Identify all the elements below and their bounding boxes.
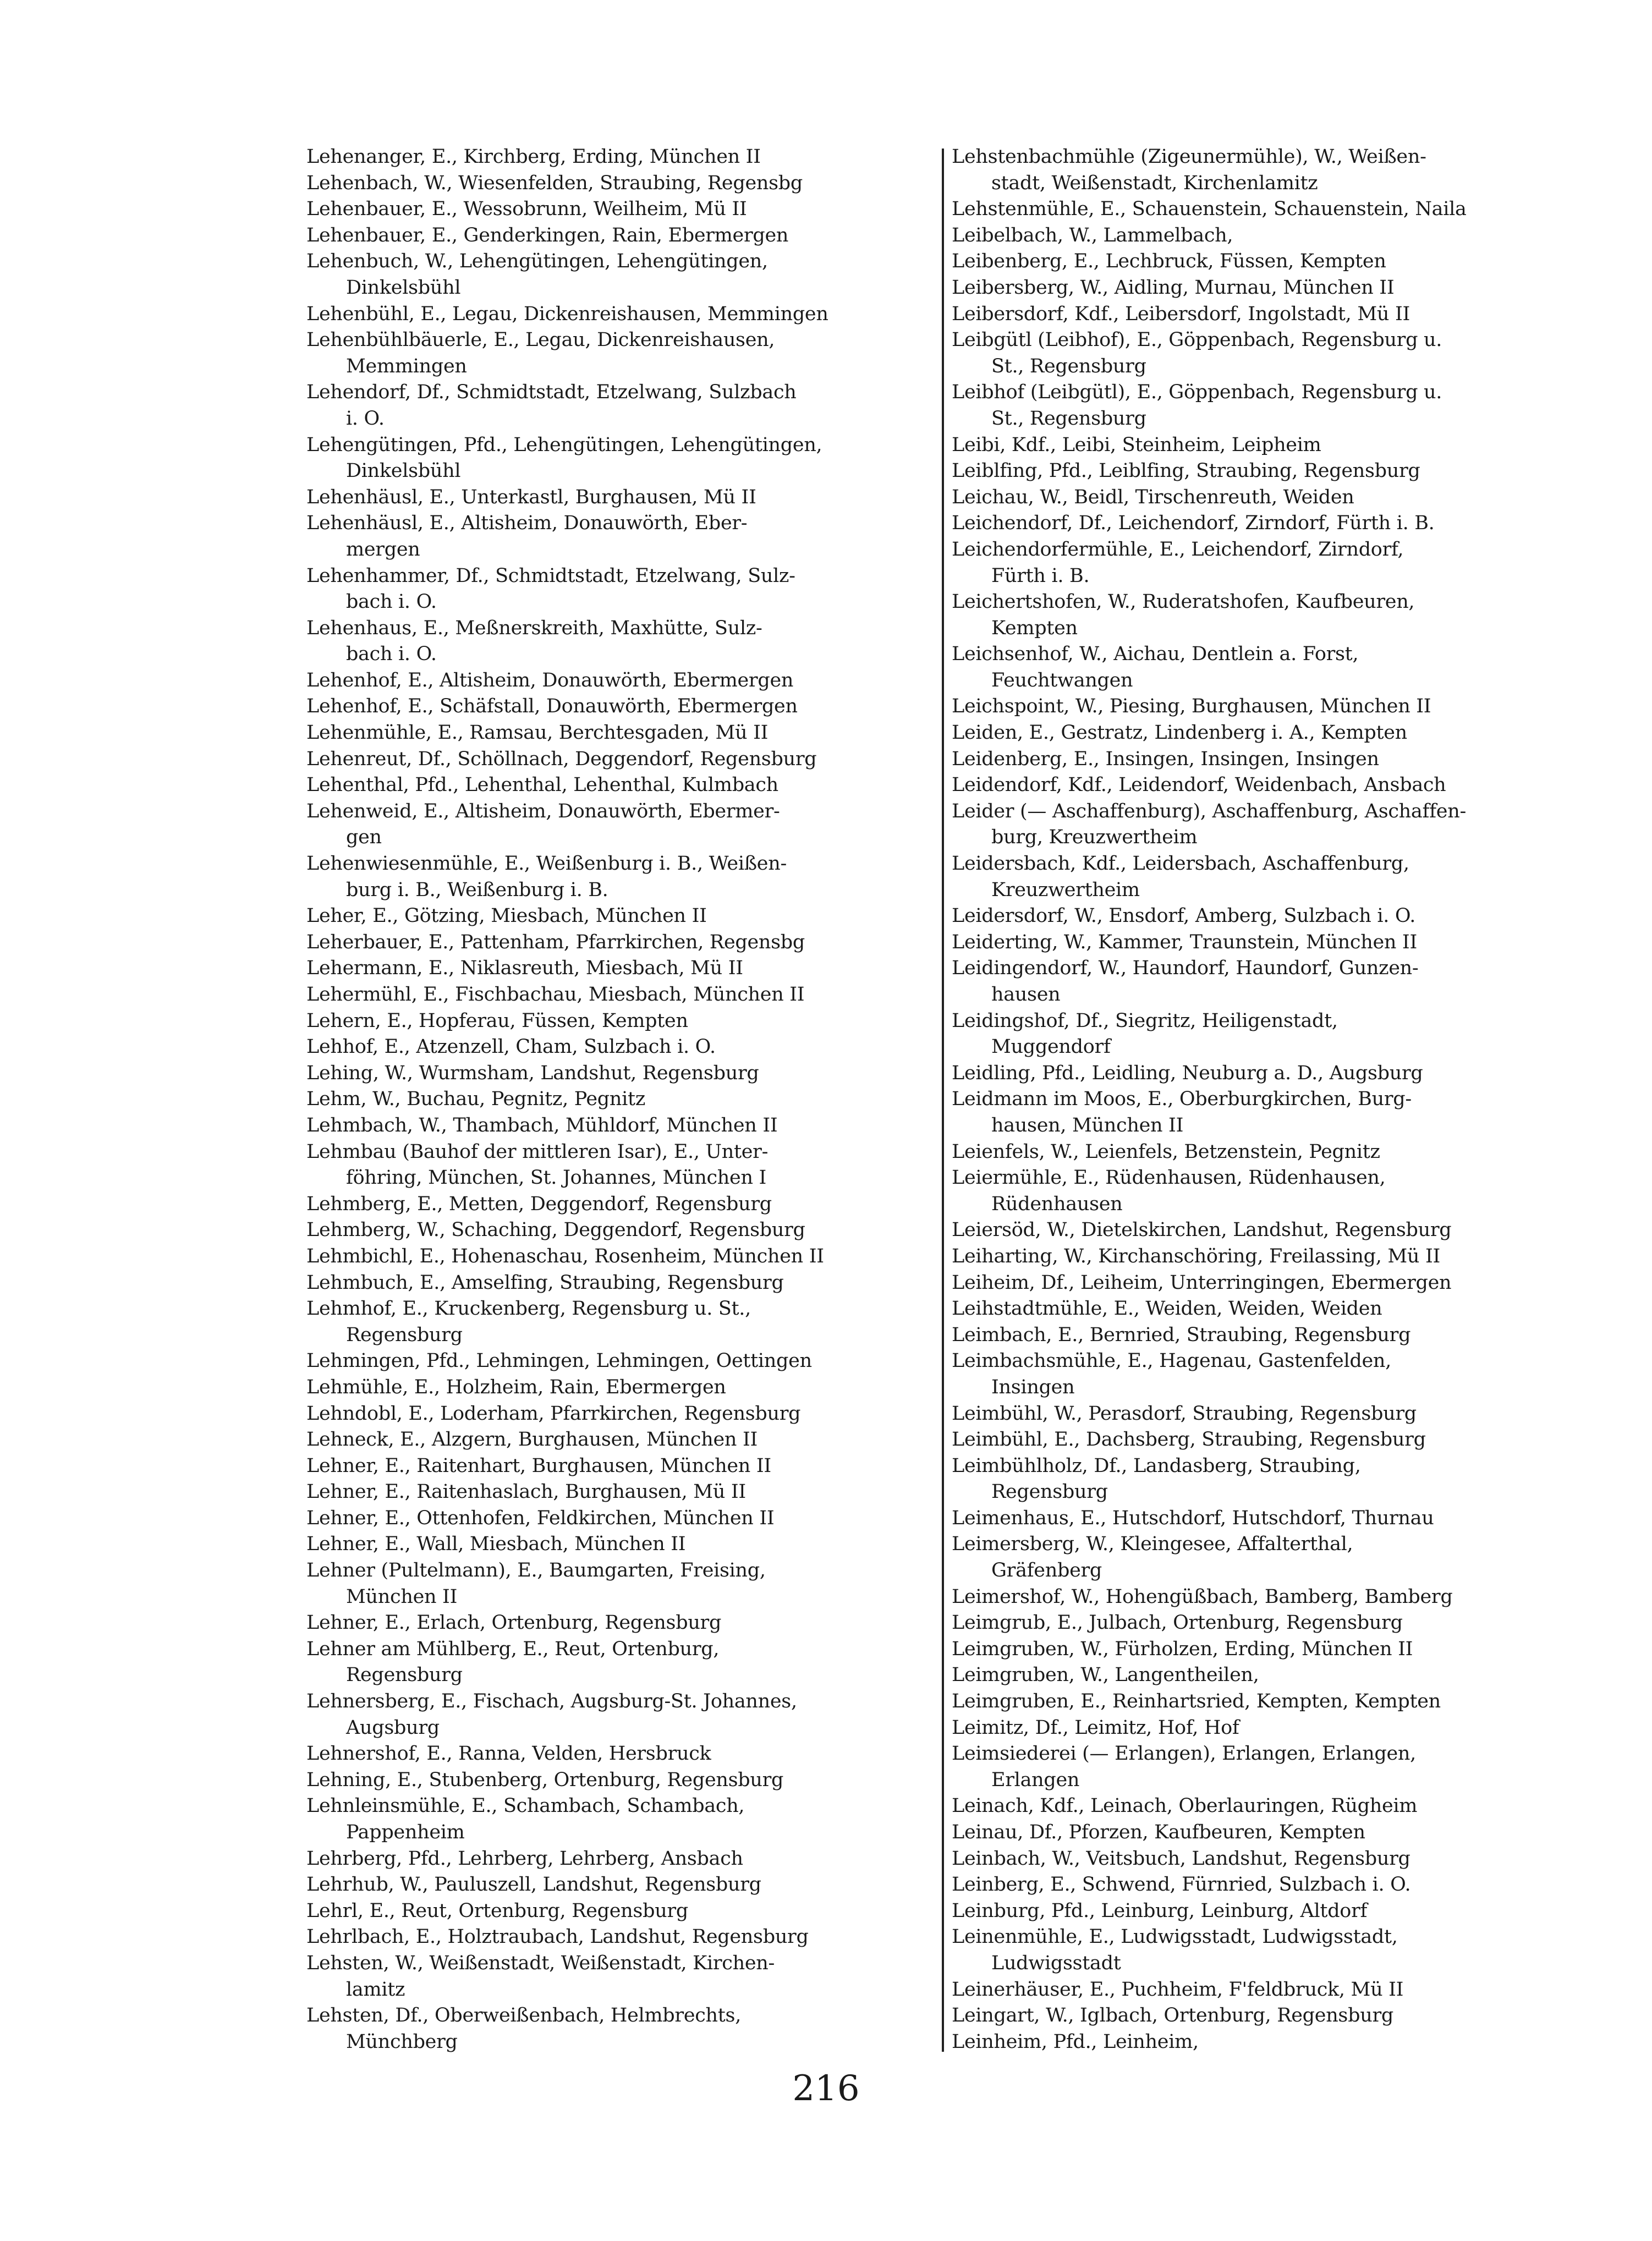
entry-line: Leiersöd, W., Dietelskirchen, Landshut, Regensburg [952, 1219, 1452, 1242]
entry-line: Lehner, E., Erlach, Ortenburg, Regensburg [306, 1612, 722, 1634]
entry-line: Lehengütingen, Pfd., Lehengütingen, Lehengütingen, [306, 433, 822, 456]
entry-continuation-line: Muggendorf [991, 1036, 1111, 1058]
entry-line: Leiharting, W., Kirchanschöring, Freilassing, Mü II [952, 1245, 1441, 1267]
entry-line: Lehmbau (Bauhof der mittleren Isar), E., Unter- [306, 1140, 769, 1163]
gazetteer-entry [952, 1348, 1584, 1400]
gazetteer-entry [952, 2003, 1584, 2029]
entry-line: Leichertshofen, W., Ruderatshofen, Kaufbeuren, [952, 591, 1415, 613]
gazetteer-entry [306, 930, 939, 956]
gazetteer-entry [952, 1270, 1584, 1297]
entry-line: Leiderting, W., Kammer, Traunstein, München II [952, 931, 1417, 953]
entry-line: Lehmbach, W., Thambach, Mühldorf, München II [306, 1114, 778, 1136]
gazetteer-entry [306, 799, 939, 851]
entry-continuation-line: Erlangen [991, 1768, 1080, 1791]
gazetteer-entry [306, 1427, 939, 1453]
entry-line: Lehenbühlbäuerle, E., Legau, Dickenreishausen, [306, 329, 775, 351]
gazetteer-entry [306, 432, 939, 485]
entry-line: Lehneck, E., Alzgern, Burghausen, München II [306, 1429, 758, 1451]
gazetteer-entry [952, 1427, 1584, 1453]
entry-line: Leienfels, W., Leienfels, Betzenstein, Pegnitz [952, 1140, 1380, 1163]
gazetteer-entry [952, 510, 1584, 537]
entry-line: Leidmann im Moos, E., Oberburgkirchen, Burg- [952, 1088, 1412, 1111]
gazetteer-entry [306, 1217, 939, 1244]
gazetteer-entry [306, 223, 939, 249]
right-column [952, 144, 1584, 2055]
entry-line: Lehnershof, E., Ranna, Velden, Hersbruck [306, 1743, 711, 1765]
entry-line: Lehner, E., Wall, Miesbach, München II [306, 1533, 686, 1556]
entry-line: Leinberg, E., Schwend, Fürnried, Sulzbach i. O. [952, 1874, 1411, 1896]
gazetteer-entry [952, 275, 1584, 301]
entry-line: Lehenwiesenmühle, E., Weißenburg i. B., Weißen- [306, 853, 787, 875]
entry-line: Leichsenhof, W., Aichau, Dentlein a. Forst, [952, 643, 1359, 666]
entry-continuation-line: burg i. B., Weißenburg i. B. [346, 878, 608, 901]
entry-continuation-line: Feuchtwangen [991, 669, 1133, 691]
entry-line: Lehsten, W., Weißenstadt, Weißenstadt, Kirchen- [306, 1952, 775, 1974]
entry-line: Leiblfing, Pfd., Leiblfing, Straubing, Regensburg [952, 460, 1420, 482]
gazetteer-entry [952, 537, 1584, 589]
entry-continuation-line: bach i. O. [346, 643, 437, 666]
entry-line: Lehenbach, W., Wiesenfelden, Straubing, Regensbg [306, 172, 803, 194]
gazetteer-entry [306, 1375, 939, 1401]
entry-line: Leichau, W., Beidl, Tirschenreuth, Weiden [952, 486, 1354, 508]
gazetteer-entry [306, 694, 939, 720]
gazetteer-entry [952, 746, 1584, 773]
entry-line: Lehrhub, W., Pauluszell, Landshut, Regensburg [306, 1874, 761, 1896]
gazetteer-entry [306, 171, 939, 197]
gazetteer-entry [306, 1401, 939, 1427]
left-column [306, 144, 939, 2055]
entry-line: Leimgrub, E., Julbach, Ortenburg, Regensburg [952, 1612, 1403, 1634]
entry-continuation-line: Pappenheim [346, 1821, 465, 1843]
entry-line: Leidenberg, E., Insingen, Insingen, Insingen [952, 748, 1379, 770]
gazetteer-entry [306, 510, 939, 563]
entry-continuation-line: Ludwigsstadt [991, 1952, 1121, 1974]
gazetteer-entry [306, 1924, 939, 1951]
gazetteer-entry [306, 720, 939, 746]
entry-continuation-line: i. O. [346, 407, 385, 430]
gazetteer-entry [952, 458, 1584, 485]
entry-line: Leiheim, Df., Leiheim, Unterringingen, Ebermergen [952, 1271, 1452, 1294]
entry-line: Leherbauer, E., Pattenham, Pfarrkirchen, Regensbg [306, 931, 805, 953]
entry-continuation-line: Regensburg [991, 1481, 1108, 1503]
entry-line: Lehnleinsmühle, E., Schambach, Schambach, [306, 1795, 745, 1817]
gazetteer-entry [952, 1846, 1584, 1872]
entry-line: Leimbühl, W., Perasdorf, Straubing, Regensburg [952, 1402, 1417, 1425]
entry-line: Leingart, W., Iglbach, Ortenburg, Regensburg [952, 2004, 1393, 2027]
entry-line: Lehenhaus, E., Meßnerskreith, Maxhütte, Sulz- [306, 617, 762, 639]
gazetteer-entry [306, 1767, 939, 1794]
entry-line: Leidingendorf, W., Haundorf, Haundorf, Gunzen- [952, 957, 1419, 980]
gazetteer-entry [306, 1139, 939, 1191]
gazetteer-entry [306, 144, 939, 171]
gazetteer-entry [306, 668, 939, 694]
gazetteer-entry [952, 955, 1584, 1008]
entry-continuation-line: Kreuzwertheim [991, 878, 1140, 901]
entry-line: Lehndobl, E., Loderham, Pfarrkirchen, Regensburg [306, 1402, 801, 1425]
gazetteer-entry [952, 1977, 1584, 2003]
gazetteer-entry [306, 1531, 939, 1558]
entry-continuation-line: Regensburg [346, 1323, 463, 1346]
entry-line: Lehmberg, E., Metten, Deggendorf, Regensburg [306, 1193, 772, 1215]
gazetteer-entry [952, 1689, 1584, 1715]
entry-line: Leichspoint, W., Piesing, Burghausen, München II [952, 695, 1431, 718]
gazetteer-entry [306, 1270, 939, 1297]
entry-line: Leidendorf, Kdf., Leidendorf, Weidenbach, Ansbach [952, 774, 1446, 797]
gazetteer-entry [306, 1689, 939, 1741]
gazetteer-entry [952, 1793, 1584, 1820]
entry-line: Lehermühl, E., Fischbachau, Miesbach, München II [306, 984, 805, 1006]
entry-line: Lehenmühle, E., Ramsau, Berchtesgaden, Mü II [306, 722, 769, 744]
entry-continuation-line: St., Regensburg [991, 355, 1146, 377]
entry-line: Leimbühlholz, Df., Landasberg, Straubing, [952, 1454, 1361, 1477]
gazetteer-entry [952, 930, 1584, 956]
gazetteer-entry [952, 1636, 1584, 1663]
gazetteer-entry [306, 1113, 939, 1139]
entry-continuation-line: Fürth i. B. [991, 564, 1090, 587]
entry-line: Leibgütl (Leibhof), E., Göppenbach, Regensburg u. [952, 329, 1442, 351]
entry-line: Leidersdorf, W., Ensdorf, Amberg, Sulzbach i. O. [952, 905, 1416, 927]
gazetteer-entry [952, 485, 1584, 511]
entry-line: Lehenhäusl, E., Altisheim, Donauwörth, Eber- [306, 512, 748, 535]
gazetteer-entry [306, 1898, 939, 1925]
entry-line: Lehner, E., Raitenhart, Burghausen, München II [306, 1454, 771, 1477]
gazetteer-entry [306, 327, 939, 380]
gazetteer-entry [952, 851, 1584, 903]
entry-line: Lehner am Mühlberg, E., Reut, Ortenburg, [306, 1638, 720, 1660]
gazetteer-entry [952, 1086, 1584, 1139]
gazetteer-entry [306, 2003, 939, 2055]
entry-continuation-line: mergen [346, 538, 420, 561]
gazetteer-entry [306, 1244, 939, 1270]
entry-line: Lehmberg, W., Schaching, Deggendorf, Regensburg [306, 1219, 805, 1242]
entry-continuation-line: Münchberg [346, 2030, 458, 2053]
gazetteer-entry [952, 1217, 1584, 1244]
gazetteer-entry [952, 799, 1584, 851]
gazetteer-entry [306, 1636, 939, 1689]
gazetteer-entry [952, 1872, 1584, 1898]
gazetteer-entry [306, 563, 939, 616]
entry-line: Leibi, Kdf., Leibi, Steinheim, Leipheim [952, 433, 1321, 456]
gazetteer-entry [952, 1296, 1584, 1322]
entry-line: Leider (— Aschaffenburg), Aschaffenburg, Aschaffen- [952, 800, 1466, 822]
gazetteer-entry [952, 903, 1584, 930]
gazetteer-entry [952, 1820, 1584, 1846]
gazetteer-entry [306, 1034, 939, 1061]
gazetteer-entry [306, 982, 939, 1008]
entry-line: Lehenbauer, E., Wessobrunn, Weilheim, Mü II [306, 198, 747, 221]
gazetteer-entry [952, 327, 1584, 380]
gazetteer-entry [306, 1348, 939, 1375]
gazetteer-entry [306, 1793, 939, 1845]
entry-line: Lehenbühl, E., Legau, Dickenreishausen, Memmingen [306, 303, 828, 325]
entry-line: Leibersdorf, Kdf., Leibersdorf, Ingolstadt, Mü II [952, 303, 1410, 325]
gazetteer-entry [306, 1061, 939, 1087]
entry-continuation-line: St., Regensburg [991, 407, 1146, 430]
entry-continuation-line: Dinkelsbühl [346, 276, 461, 299]
entry-line: Lehm, W., Buchau, Pegnitz, Pegnitz [306, 1088, 645, 1111]
entry-line: Lehenreut, Df., Schöllnach, Deggendorf, Regensburg [306, 748, 817, 770]
entry-line: Leimgruben, W., Langentheilen, [952, 1664, 1259, 1687]
entry-line: Leibhof (Leibgütl), E., Göppenbach, Regensburg u. [952, 381, 1442, 404]
entry-line: Lehsten, Df., Oberweißenbach, Helmbrechts, [306, 2004, 742, 2027]
gazetteer-entry [952, 641, 1584, 694]
entry-continuation-line: gen [346, 826, 382, 849]
entry-line: Leibelbach, W., Lammelbach, [952, 224, 1233, 246]
entry-continuation-line: Dinkelsbühl [346, 460, 461, 482]
entry-line: Leihstadtmühle, E., Weiden, Weiden, Weiden [952, 1298, 1382, 1320]
entry-line: Leidingshof, Df., Siegritz, Heiligenstadt, [952, 1009, 1338, 1032]
entry-line: Lehern, E., Hopferau, Füssen, Kempten [306, 1009, 688, 1032]
entry-continuation-line: hausen [991, 984, 1061, 1006]
gazetteer-entry [306, 1846, 939, 1872]
entry-line: Lehhof, E., Atzenzell, Cham, Sulzbach i. O. [306, 1036, 716, 1058]
gazetteer-entry [952, 1610, 1584, 1636]
entry-line: Lehenhammer, Df., Schmidtstadt, Etzelwang, Sulz- [306, 564, 795, 587]
entry-line: Lehmühle, E., Holzheim, Rain, Ebermergen [306, 1376, 726, 1398]
gazetteer-entry [306, 746, 939, 773]
gazetteer-entry [952, 1741, 1584, 1793]
entry-continuation-line: Gräfenberg [991, 1559, 1102, 1582]
entry-line: Lehmhof, E., Kruckenberg, Regensburg u. St., [306, 1298, 751, 1320]
gazetteer-entry [306, 1610, 939, 1636]
gazetteer-entry [306, 301, 939, 328]
gazetteer-entry [306, 1741, 939, 1767]
gazetteer-entry [306, 1558, 939, 1610]
gazetteer-entry [306, 1008, 939, 1035]
entry-line: Lehrlbach, E., Holztraubach, Landshut, Regensburg [306, 1926, 809, 1948]
entry-line: Lehenhäusl, E., Unterkastl, Burghausen, Mü II [306, 486, 756, 508]
gazetteer-entry [952, 1453, 1584, 1506]
entry-line: Leidersbach, Kdf., Leidersbach, Aschaffenburg, [952, 853, 1409, 875]
entry-line: Lehner (Pultelmann), E., Baumgarten, Freising, [306, 1559, 766, 1582]
gazetteer-entry [952, 1531, 1584, 1584]
entry-line: Leibersberg, W., Aidling, Murnau, München II [952, 276, 1395, 299]
gazetteer-entry [952, 1165, 1584, 1217]
gazetteer-entry [952, 694, 1584, 720]
entry-continuation-line: lamitz [346, 1978, 405, 2001]
entry-line: Lehenhof, E., Altisheim, Donauwörth, Ebermergen [306, 669, 794, 691]
entry-continuation-line: Regensburg [346, 1664, 463, 1687]
entry-line: Leiden, E., Gestratz, Lindenberg i. A., Kempten [952, 722, 1407, 744]
gazetteer-entry [306, 772, 939, 799]
entry-line: Lehstenbachmühle (Zigeunermühle), W., Weißen- [952, 146, 1426, 168]
entry-line: Leinheim, Pfd., Leinheim, [952, 2030, 1199, 2053]
entry-line: Leimitz, Df., Leimitz, Hof, Hof [952, 1716, 1239, 1739]
entry-continuation-line: Insingen [991, 1376, 1075, 1398]
gazetteer-entry [306, 1191, 939, 1218]
entry-line: Lehmbuch, E., Amselfing, Straubing, Regensburg [306, 1271, 784, 1294]
entry-line: Leimersberg, W., Kleingesee, Affalterthal, [952, 1533, 1353, 1556]
entry-continuation-line: Rüdenhausen [991, 1193, 1123, 1215]
page-number: 216 [792, 2068, 860, 2109]
entry-line: Leimbach, E., Bernried, Straubing, Regensburg [952, 1323, 1411, 1346]
entry-line: Lehenweid, E., Altisheim, Donauwörth, Ebermer- [306, 800, 780, 822]
gazetteer-entry [952, 1139, 1584, 1166]
entry-line: Leimgruben, W., Fürholzen, Erding, München II [952, 1638, 1413, 1660]
gazetteer-entry [952, 1061, 1584, 1087]
entry-line: Leiermühle, E., Rüdenhausen, Rüdenhausen, [952, 1167, 1386, 1189]
gazetteer-entry [952, 301, 1584, 328]
entry-continuation-line: burg, Kreuzwertheim [991, 826, 1198, 849]
entry-line: Lehing, W., Wurmsham, Landshut, Regensburg [306, 1062, 759, 1084]
gazetteer-entry [952, 249, 1584, 275]
gazetteer-entry [952, 1322, 1584, 1349]
entry-line: Leimbühl, E., Dachsberg, Straubing, Regensburg [952, 1429, 1426, 1451]
gazetteer-entry [952, 1008, 1584, 1061]
gazetteer-entry [952, 1584, 1584, 1611]
entry-line: Leher, E., Götzing, Miesbach, München II [306, 905, 707, 927]
gazetteer-entry [952, 589, 1584, 641]
entry-line: Leichendorf, Df., Leichendorf, Zirndorf, Fürth i. B. [952, 512, 1435, 535]
gazetteer-entry [306, 851, 939, 903]
entry-line: Leinbach, W., Veitsbuch, Landshut, Regensburg [952, 1847, 1410, 1870]
gazetteer-entry [306, 616, 939, 668]
entry-line: Lehmingen, Pfd., Lehmingen, Lehmingen, Oettingen [306, 1350, 812, 1372]
gazetteer-entry [306, 903, 939, 930]
gazetteer-entry [306, 955, 939, 982]
column-divider [942, 149, 944, 2052]
entry-line: Lehner, E., Raitenhaslach, Burghausen, Mü II [306, 1481, 746, 1503]
entry-line: Leibenberg, E., Lechbruck, Füssen, Kempten [952, 250, 1386, 273]
entry-line: Lehenhof, E., Schäfstall, Donauwörth, Ebermergen [306, 695, 798, 718]
entry-continuation-line: bach i. O. [346, 591, 437, 613]
entry-continuation-line: hausen, München II [991, 1114, 1184, 1136]
entry-line: Lehenthal, Pfd., Lehenthal, Lehenthal, Kulmbach [306, 774, 778, 797]
gazetteer-entry [952, 380, 1584, 432]
entry-line: Leinerhäuser, E., Puchheim, F'feldbruck, Mü II [952, 1978, 1404, 2001]
entry-line: Leinach, Kdf., Leinach, Oberlauringen, Rügheim [952, 1795, 1418, 1817]
entry-line: Lehenanger, E., Kirchberg, Erding, München II [306, 146, 761, 168]
gazetteer-entry [952, 1715, 1584, 1742]
gazetteer-entry [952, 1662, 1584, 1689]
entry-line: Leidling, Pfd., Leidling, Neuburg a. D., Augsburg [952, 1062, 1423, 1084]
entry-line: Lehnersberg, E., Fischach, Augsburg-St. Johannes, [306, 1690, 797, 1713]
gazetteer-entry [306, 249, 939, 301]
entry-line: Lehstenmühle, E., Schauenstein, Schauenstein, Naila [952, 198, 1467, 221]
entry-line: Lehenbuch, W., Lehengütingen, Lehengütingen, [306, 250, 768, 273]
entry-line: Lehning, E., Stubenberg, Ortenburg, Regensburg [306, 1768, 784, 1791]
gazetteer-entry [952, 2029, 1584, 2056]
entry-line: Lehenbauer, E., Genderkingen, Rain, Ebermergen [306, 224, 789, 246]
entry-continuation-line: Augsburg [346, 1716, 440, 1739]
entry-line: Leichendorfermühle, E., Leichendorf, Zirndorf, [952, 538, 1404, 561]
entry-line: Lehrberg, Pfd., Lehrberg, Lehrberg, Ansbach [306, 1847, 743, 1870]
entry-continuation-line: Memmingen [346, 355, 467, 377]
gazetteer-entry [952, 432, 1584, 459]
entry-line: Leimbachsmühle, E., Hagenau, Gastenfelden, [952, 1350, 1391, 1372]
gazetteer-entry [306, 1453, 939, 1480]
entry-line: Lehmbichl, E., Hohenaschau, Rosenheim, München II [306, 1245, 824, 1267]
entry-line: Leimershof, W., Hohengüßbach, Bamberg, Bamberg [952, 1585, 1453, 1608]
gazetteer-entry [306, 1086, 939, 1113]
entry-continuation-line: München II [346, 1585, 458, 1608]
gazetteer-entry [306, 1506, 939, 1532]
gazetteer-entry [952, 1506, 1584, 1532]
gazetteer-entry [306, 380, 939, 432]
entry-line: Lehermann, E., Niklasreuth, Miesbach, Mü II [306, 957, 743, 980]
entry-line: Lehner, E., Ottenhofen, Feldkirchen, München II [306, 1507, 775, 1529]
entry-line: Leimsiederei (— Erlangen), Erlangen, Erlangen, [952, 1743, 1416, 1765]
gazetteer-entry [952, 144, 1584, 196]
entry-continuation-line: Kempten [991, 617, 1078, 639]
gazetteer-entry [306, 196, 939, 223]
gazetteer-entry [952, 223, 1584, 249]
entry-line: Leimgruben, E., Reinhartsried, Kempten, Kempten [952, 1690, 1441, 1713]
entry-line: Leinenmühle, E., Ludwigsstadt, Ludwigsstadt, [952, 1926, 1398, 1948]
gazetteer-entry [306, 1951, 939, 2003]
gazetteer-entry [952, 1924, 1584, 1976]
entry-continuation-line: föhring, München, St. Johannes, München I [346, 1167, 767, 1189]
entry-line: Leinburg, Pfd., Leinburg, Leinburg, Altdorf [952, 1899, 1368, 1922]
entry-line: Lehrl, E., Reut, Ortenburg, Regensburg [306, 1899, 688, 1922]
entry-line: Leinau, Df., Pforzen, Kaufbeuren, Kempten [952, 1821, 1365, 1843]
gazetteer-entry [306, 485, 939, 511]
entry-continuation-line: stadt, Weißenstadt, Kirchenlamitz [991, 172, 1318, 194]
gazetteer-entry [952, 772, 1584, 799]
gazetteer-entry [952, 720, 1584, 746]
gazetteer-entry [306, 1296, 939, 1348]
gazetteer-entry [306, 1479, 939, 1506]
gazetteer-entry [306, 1872, 939, 1898]
gazetteer-entry [952, 196, 1584, 223]
entry-line: Lehendorf, Df., Schmidtstadt, Etzelwang, Sulzbach [306, 381, 797, 404]
gazetteer-entry [952, 1244, 1584, 1270]
entry-line: Leimenhaus, E., Hutschdorf, Hutschdorf, Thurnau [952, 1507, 1434, 1529]
gazetteer-entry [952, 1401, 1584, 1427]
gazetteer-entry [952, 1898, 1584, 1925]
